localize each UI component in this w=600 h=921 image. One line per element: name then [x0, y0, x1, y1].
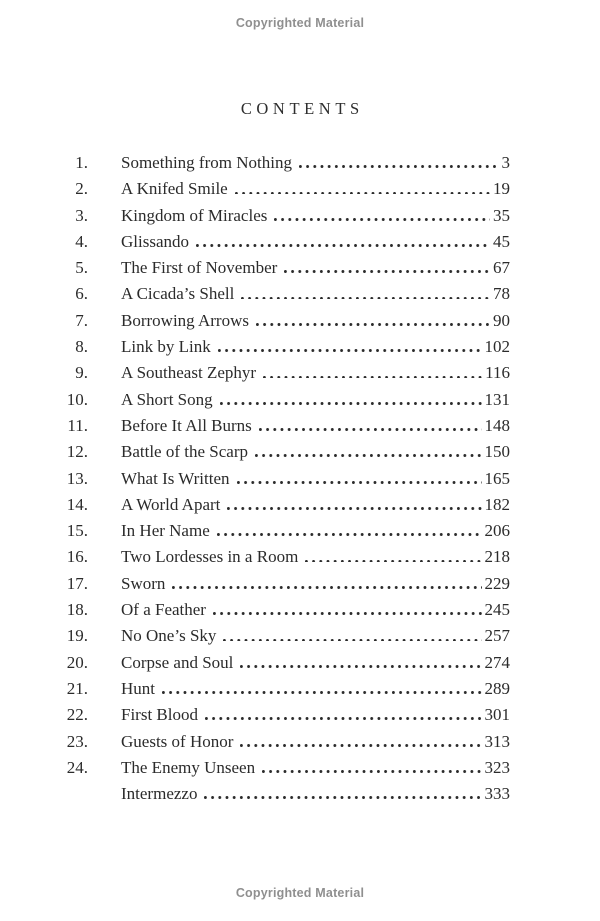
page-number: 150	[484, 442, 510, 462]
chapter-number: 24.	[66, 757, 88, 777]
chapter-title: Glissando	[121, 231, 189, 251]
toc-entry	[58, 442, 510, 468]
leader-dots	[284, 267, 490, 273]
page-number: 116	[485, 363, 510, 383]
toc-entry	[58, 258, 510, 284]
toc-entry	[58, 784, 510, 810]
page-number: 323	[484, 757, 510, 777]
chapter-number: 20.	[66, 652, 88, 672]
leader-dots	[213, 609, 482, 615]
chapter-number: 21.	[66, 678, 88, 698]
chapter-title: Something from Nothing	[121, 153, 292, 172]
toc-entry	[58, 732, 510, 758]
chapter-number: 18.	[66, 600, 88, 620]
chapter-number: 14.	[66, 494, 88, 514]
chapter-title: Battle of the Scarp	[121, 442, 248, 462]
leader-dots	[204, 793, 481, 799]
chapter-title: Link by Link	[121, 337, 211, 357]
copyright-notice-bottom: Copyrighted Material	[235, 886, 365, 900]
toc-entry	[58, 390, 510, 416]
chapter-title: Kingdom of Miracles	[121, 205, 268, 225]
chapter-number: 2.	[75, 179, 88, 199]
leader-dots	[240, 662, 481, 668]
chapter-number: 6.	[75, 284, 88, 304]
leader-dots	[241, 293, 490, 299]
toc-entry	[58, 153, 510, 179]
page-number: 229	[484, 573, 510, 593]
chapter-title: Borrowing Arrows	[121, 310, 249, 330]
page-number: 289	[484, 678, 510, 698]
chapter-number: 7.	[75, 310, 88, 330]
toc-entry	[58, 547, 510, 573]
leader-dots	[263, 372, 482, 378]
page-number: 148	[484, 415, 510, 435]
chapter-title: A World Apart	[121, 494, 221, 514]
chapter-title: Of a Feather	[121, 600, 206, 620]
leader-dots	[220, 399, 482, 405]
toc-entry	[58, 232, 510, 258]
page-number: 19	[493, 179, 510, 199]
chapter-number: 15.	[66, 521, 88, 541]
chapter-title: A Cicada’s Shell	[121, 284, 235, 304]
toc-entry	[58, 206, 510, 232]
page-number: 78	[493, 284, 510, 304]
page-number: 333	[484, 784, 510, 804]
toc-entry	[58, 521, 510, 547]
toc-entry	[58, 574, 510, 600]
leader-dots	[262, 767, 481, 773]
leader-dots	[227, 504, 481, 510]
toc-entry	[58, 705, 510, 731]
page-number: 67	[493, 258, 510, 278]
chapter-number: 12.	[66, 442, 88, 462]
chapter-title: A Knifed Smile	[121, 179, 228, 199]
page-number: 274	[484, 652, 510, 672]
chapter-title: Corpse and Soul	[121, 652, 234, 672]
chapter-number: 10.	[66, 389, 88, 409]
chapter-title: Guests of Honor	[121, 731, 234, 751]
toc-entry	[58, 311, 510, 337]
page-number: 218	[484, 547, 510, 567]
leader-dots	[259, 425, 482, 431]
chapter-title: Before It All Burns	[121, 415, 252, 435]
page-number: 102	[484, 337, 510, 357]
leader-dots	[162, 688, 482, 694]
chapter-number: 5.	[75, 258, 88, 278]
toc-entry	[58, 626, 510, 652]
chapter-number: 11.	[67, 415, 88, 435]
chapter-title: Intermezzo	[121, 784, 198, 804]
chapter-title: A Southeast Zephyr	[121, 363, 257, 383]
copyright-notice-top: Copyrighted Material	[235, 16, 365, 30]
toc-entry	[58, 416, 510, 442]
leader-dots	[274, 215, 490, 221]
leader-dots	[223, 635, 481, 641]
page-number: 257	[484, 626, 510, 646]
toc-entry	[58, 284, 510, 310]
chapter-number: 13.	[66, 468, 88, 488]
chapter-number: 23.	[66, 731, 88, 751]
chapter-number: 22.	[66, 705, 88, 725]
leader-dots	[217, 530, 482, 536]
chapter-number: 4.	[75, 231, 88, 251]
page-number: 35	[493, 205, 510, 225]
page-number: 182	[484, 494, 510, 514]
contents-heading: CONTENTS	[240, 99, 364, 118]
page-number: 90	[493, 310, 510, 330]
page-number: 245	[484, 600, 510, 620]
chapter-title: First Blood	[121, 705, 198, 725]
leader-dots	[196, 241, 490, 247]
page-number: 206	[484, 521, 510, 541]
chapter-number: 8.	[75, 337, 88, 357]
chapter-number: 19.	[66, 626, 88, 646]
page-number: 301	[484, 705, 510, 725]
toc-entry	[58, 653, 510, 679]
toc-entry	[58, 179, 510, 205]
toc-entry	[58, 600, 510, 626]
leader-dots	[218, 346, 482, 352]
chapter-title: In Her Name	[121, 521, 210, 541]
leader-dots	[172, 583, 481, 589]
chapter-number: 3.	[75, 205, 88, 225]
toc-entry	[58, 363, 510, 389]
chapter-title: The Enemy Unseen	[121, 757, 256, 777]
chapter-number: 9.	[75, 363, 88, 383]
chapter-number: 1.	[75, 153, 88, 172]
page-number: 165	[484, 468, 510, 488]
toc-entry	[58, 469, 510, 495]
chapter-title: The First of November	[121, 258, 278, 278]
chapter-title: Hunt	[121, 678, 155, 698]
leader-dots	[237, 478, 482, 484]
table-of-contents	[58, 153, 510, 810]
leader-dots	[256, 320, 490, 326]
leader-dots	[255, 451, 482, 457]
leader-dots	[299, 162, 499, 168]
toc-entry	[58, 758, 510, 784]
chapter-number: 16.	[66, 547, 88, 567]
leader-dots	[235, 188, 490, 194]
toc-entry	[58, 679, 510, 705]
chapter-number: 17.	[66, 573, 88, 593]
toc-entry	[58, 495, 510, 521]
leader-dots	[205, 714, 482, 720]
page-number: 45	[493, 231, 510, 251]
page-number: 131	[484, 389, 510, 409]
leader-dots	[240, 741, 481, 747]
chapter-title: Two Lordesses in a Room	[121, 547, 299, 567]
chapter-title: Sworn	[121, 573, 166, 593]
leader-dots	[305, 556, 481, 562]
page-number: 3	[501, 153, 510, 172]
page-number: 313	[484, 731, 510, 751]
chapter-title: No One’s Sky	[121, 626, 217, 646]
toc-entry	[58, 337, 510, 363]
chapter-title: A Short Song	[121, 389, 213, 409]
chapter-title: What Is Written	[121, 468, 230, 488]
